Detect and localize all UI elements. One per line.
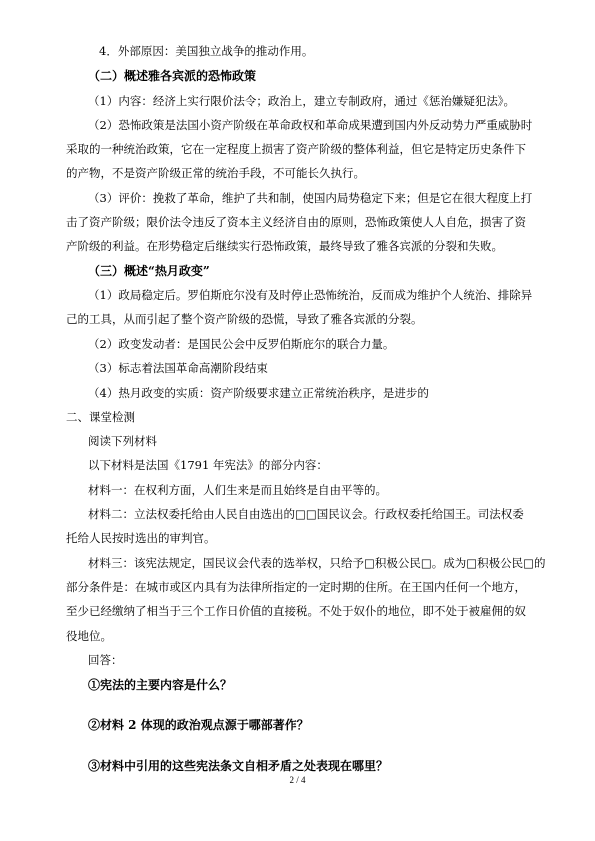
text-line: （3）标志着法国革命高潮阶段结束 bbox=[88, 361, 268, 375]
question: ③材料中引用的这些宪法条文自相矛盾之处表现在哪里？ bbox=[88, 759, 389, 773]
text-line: （3）评价：挽救了革命，维护了共和制，使国内局势稳定下来；但是它在很大程度上打 bbox=[88, 191, 533, 205]
text-line: 击了资产阶级；限价法令违反了资本主义经济自由的原则，恐怖政策使人人自危，损害了资 bbox=[66, 215, 526, 229]
text-line: （1）政局稳定后。罗伯斯庇尔没有及时停止恐怖统治，反而成为维护个人统治、排除异 bbox=[88, 288, 533, 302]
text-line: 的产物，不是资产阶级正常的统治手段，不可能长久执行。 bbox=[66, 166, 365, 180]
text-line: 至少已经缴纳了相当于三个工作日价值的直接税。不处于奴仆的地位，即不处于被雇佣的奴 bbox=[66, 604, 526, 618]
section-heading: （三）概述“热月政变” bbox=[88, 264, 210, 278]
text-line: （1）内容：经济上实行限价法令；政治上，建立专制政府，通过《惩治嫌疑犯法》。 bbox=[88, 94, 516, 108]
text-line: 以下材料是法国《1791 年宪法》的部分内容： bbox=[88, 458, 328, 472]
section-heading: （二）概述雅各宾派的恐怖政策 bbox=[88, 69, 257, 83]
text-line: 产阶级的利益。在形势稳定后继续实行恐怖政策，最终导致了雅各宾派的分裂和失败。 bbox=[66, 239, 503, 253]
text-line: 己的工具，从而引起了整个资产阶级的恐慌，导致了雅各宾派的分裂。 bbox=[66, 312, 423, 326]
text-line: 役地位。 bbox=[66, 629, 112, 643]
text-line: 部分条件是：在城市或区内具有为法律所指定的一定时期的住所。在王国内任何一个地方， bbox=[66, 580, 526, 594]
text-line: 阅读下列材料 bbox=[88, 434, 157, 448]
text-line: 材料一：在权利方面，人们生来是而且始终是自由平等的。 bbox=[88, 483, 387, 497]
text-line: （2）恐怖政策是法国小资产阶级在革命政权和革命成果遭到国内外反动势力严重威胁时 bbox=[88, 118, 533, 132]
text-line: 托给人民按时选出的审判官。 bbox=[66, 531, 216, 545]
page-number: 2 / 4 bbox=[289, 775, 306, 785]
text-line: 材料二：立法权委托给由人民自由选出的□□国民议会。行政权委托给国王。司法权委 bbox=[88, 507, 524, 521]
text-line: 4．外部原因：美国独立战争的推动作用。 bbox=[99, 44, 314, 58]
question: ②材料 2 体现的政治观点源于哪部著作？ bbox=[88, 718, 309, 732]
text-line: 采取的一种统治政策，它在一定程度上损害了资产阶级的整体利益，但它是特定历史条件下 bbox=[66, 142, 526, 156]
text-line: 材料三：该宪法规定，国民议会代表的选举权，只给予□积极公民□。成为□积极公民□的 bbox=[88, 556, 546, 570]
text-line: （2）政变发动者：是国民公会中反罗伯斯庇尔的联合力量。 bbox=[88, 337, 395, 351]
text-line: 回答： bbox=[88, 653, 123, 667]
section-heading: 二、课堂检测 bbox=[66, 410, 135, 424]
text-line: （4）热月政变的实质：资产阶级要求建立正常统治秩序，是进步的 bbox=[88, 386, 429, 400]
question: ①宪法的主要内容是什么？ bbox=[88, 678, 233, 692]
